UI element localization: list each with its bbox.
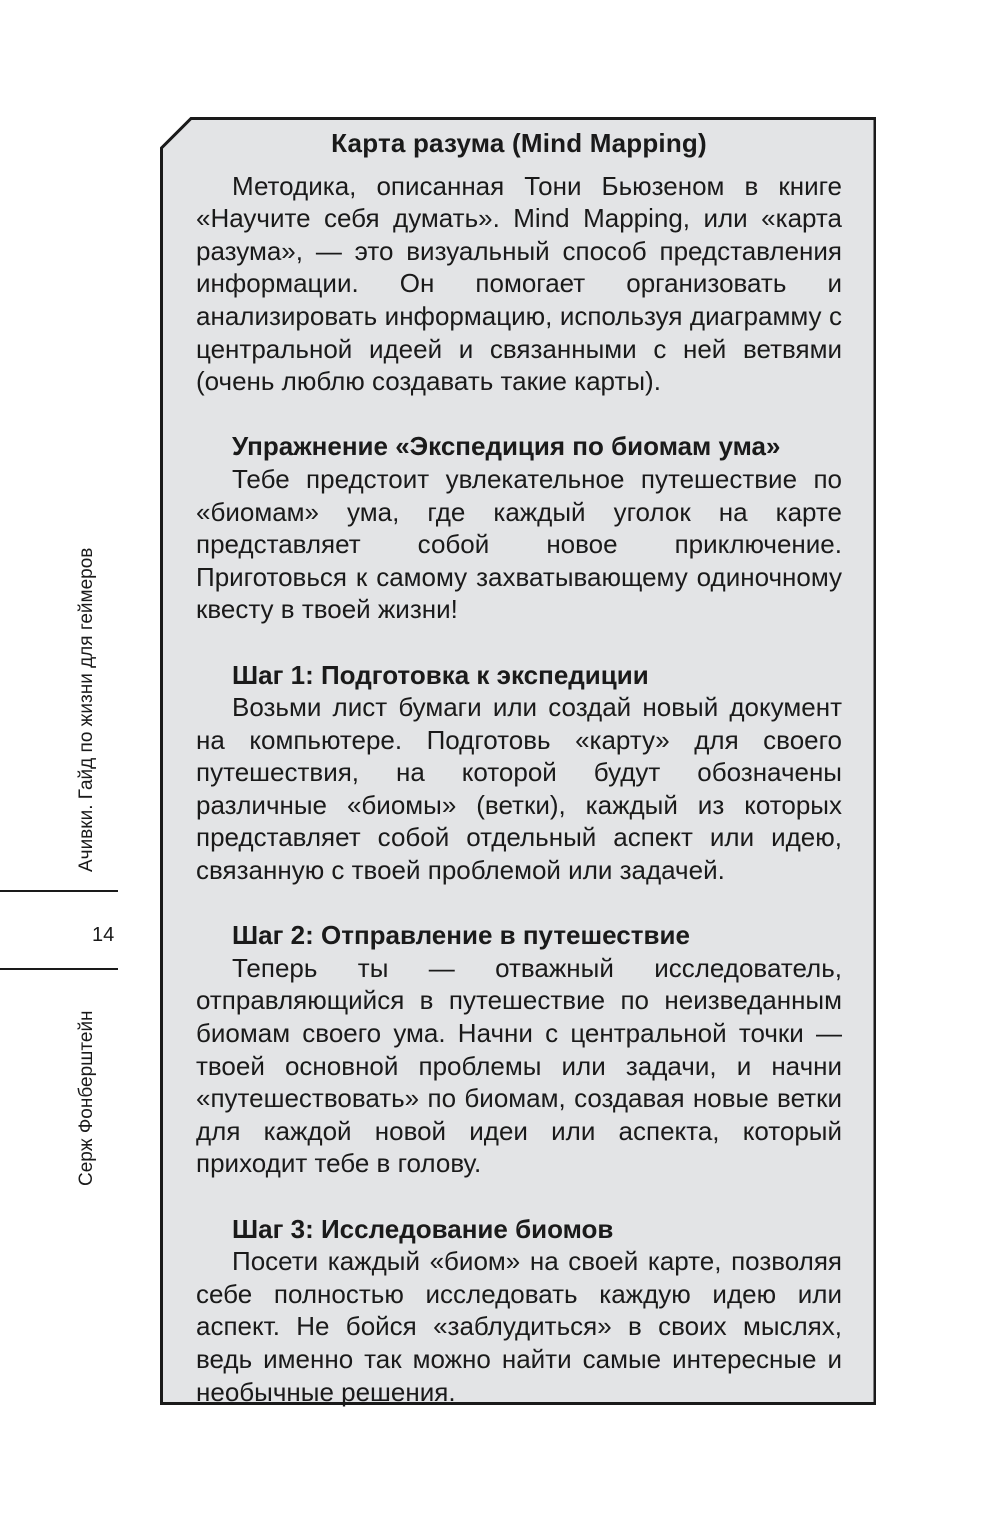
author-name: Серж Фонберштейн (76, 1010, 97, 1186)
step2-heading: Шаг 2: Отправление в путешествие (232, 920, 690, 951)
margin-rule-bottom (0, 968, 118, 970)
intro-paragraph: Методика, описанная Тони Бьюзеном в книге «Научите себя думать». Mind Mapping, или «карта разума», — это визуальный способ представления информации. Он помогает организовать и анализировать информацию, используя диаграмму с центральной идеей и связанными с ней ветвями (очень люблю создавать такие карты). (196, 170, 842, 397)
box-content (196, 127, 842, 1408)
step1-paragraph: Возьми лист бумаги или создай новый документ на компьютере. Подготовь «карту» для своего путешествия, на которой будут обозначены различные «биомы» (ветки), каждый из которых представляет собой отдельный аспект или идею, связанную с твоей проблемой или задачей. (196, 692, 842, 886)
exercise-paragraph: Тебе предстоит увлекательное путешествие по «биомам» ума, где каждый уголок на карте представляет собой новое приключение. Приготовься к самому захватывающему одиночному квесту в твоей жизни! (196, 463, 842, 625)
sidebar-box (160, 117, 876, 1405)
step3-paragraph: Посети каждый «биом» на своей карте, позволяя себе полностью исследовать каждую идею или аспект. Не бойся «заблудиться» в своих мыслях, ведь именно так можно найти самые интересные и необычные решения. (196, 1246, 842, 1407)
box-title: Карта разума (Mind Mapping) (331, 128, 707, 158)
step1-heading: Шаг 1: Подготовка к экспедиции (232, 659, 649, 690)
running-title: Ачивки. Гайд по жизни для геймеров (76, 547, 97, 872)
exercise-heading: Упражнение «Экспедиция по биомам ума» (232, 431, 781, 462)
step2-paragraph: Теперь ты — отважный исследователь, отправляющийся в путешествие по неизведанным биомам своего ума. Начни с центральной точки — твоей основной проблемы или задачи, и начни «путешествовать» по биомам, создавая новые ветки для каждой новой идеи или аспекта, который приходит тебе в голову. (196, 952, 842, 1179)
page-number: 14 (92, 924, 115, 946)
step3-heading: Шаг 3: Исследование биомов (232, 1213, 614, 1244)
margin-rule-top (0, 890, 118, 892)
